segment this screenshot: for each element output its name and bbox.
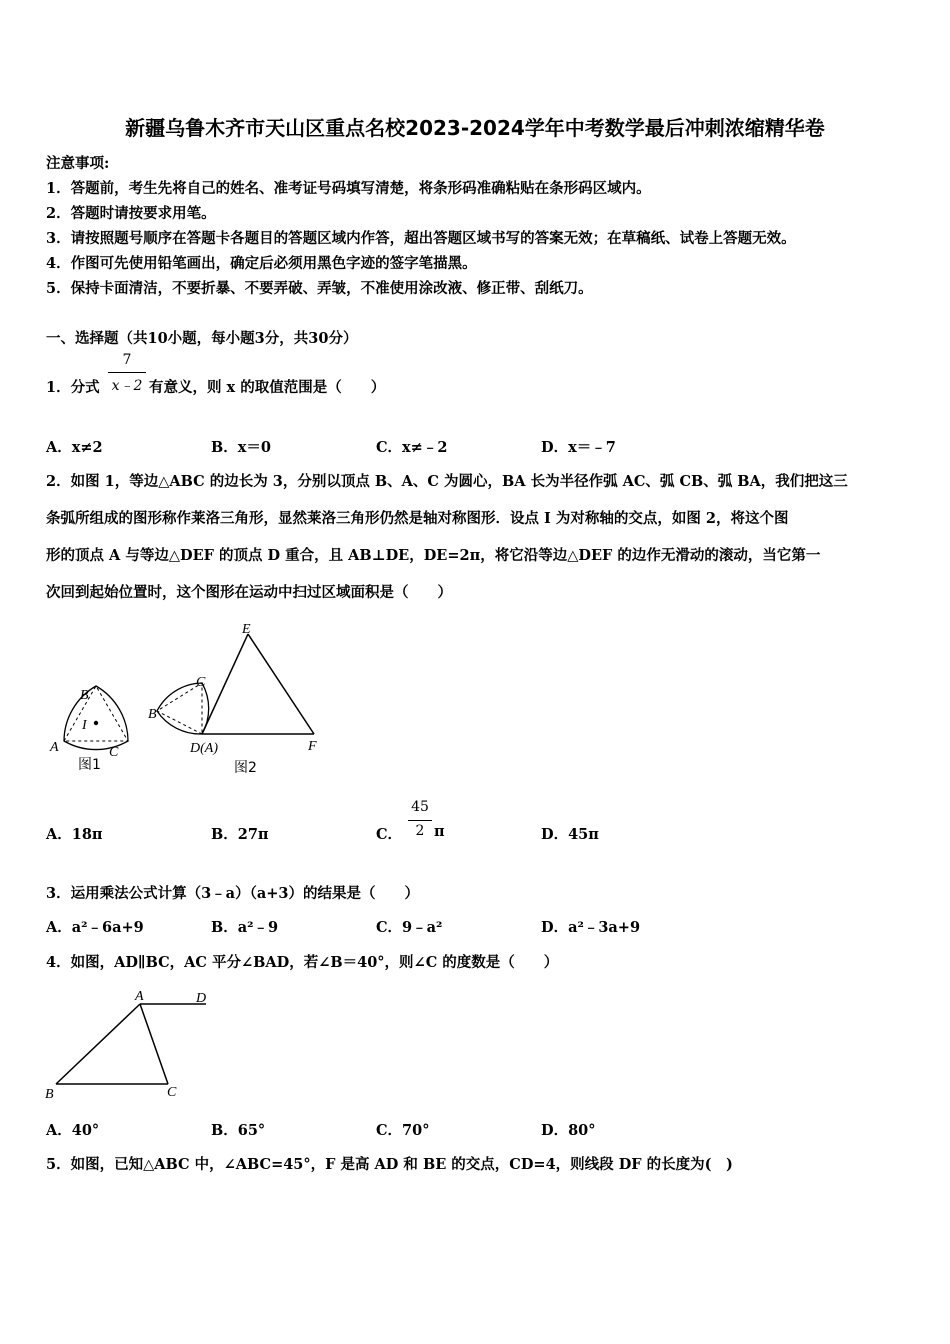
q2-figure (44, 616, 334, 778)
q4-option-d: D．80° (541, 1122, 596, 1139)
q2-option-d: D．45π (541, 826, 599, 843)
q2-line: 形的顶点 A 与等边△DEF 的顶点 D 重合，且 AB⊥DE，DE=2π，将它沿等边△DEF 的边作无滑动的滚动，当它第一 (46, 547, 821, 564)
q1-suffix: 有意义，则 x 的取值范围是（ ） (149, 379, 386, 396)
fig2-label-d: D(A) (190, 741, 218, 756)
q5-stem: 5．如图，已知△ABC 中，∠ABC=45°，F 是高 AD 和 BE 的交点，CD=4，则线段 DF 的长度为( ) (46, 1156, 733, 1173)
q4-option-b: B．65° (211, 1122, 266, 1139)
q4-option-a: A．40° (46, 1122, 100, 1139)
q1-prefix: 1．分式 (46, 379, 100, 396)
q1-fraction-bar (108, 372, 146, 373)
fig1-label-c: C (109, 745, 119, 760)
q4-option-c: C．70° (376, 1122, 430, 1139)
note-item: 2．答题时请按要求用笔。 (46, 205, 216, 222)
q1-option-a: A．x≠2 (46, 439, 103, 456)
q4-stem: 4．如图，AD∥BC，AC 平分∠BAD，若∠B＝40°，则∠C 的度数是（ ） (46, 954, 559, 971)
page-title: 新疆乌鲁木齐市天山区重点名校2023-2024学年中考数学最后冲刺浓缩精华卷 (125, 116, 825, 140)
notes-heading: 注意事项: (46, 155, 110, 172)
q2-option-c-numerator: 45 (411, 799, 429, 815)
q1-option-b: B．x＝0 (211, 439, 271, 456)
q1-numerator: 7 (122, 352, 132, 368)
q2-line: 次回到起始位置时，这个图形在运动中扫过区域面积是（ ） (46, 584, 452, 601)
q2-line: 条弧所组成的图形称作莱洛三角形，显然莱洛三角形仍然是轴对称图形．设点 I 为对称轴的交点，如图 2，将这个图 (46, 510, 789, 527)
q2-option-b: B．27π (211, 826, 269, 843)
q4-figure (40, 984, 220, 1102)
section-heading: 一、选择题（共10小题，每小题3分，共30分） (46, 330, 358, 347)
fig2-label-e: E (242, 622, 251, 637)
reuleaux-figure-1 (49, 686, 128, 773)
q2-option-c-prefix: C． (376, 826, 403, 843)
q3-option-c: C．9﹣a² (376, 919, 443, 936)
fig2-label-c: C (196, 675, 206, 690)
note-item: 4．作图可先使用铅笔画出，确定后必须用黑色字迹的签字笔描黑。 (46, 255, 477, 272)
fig2-caption: 图2 (234, 760, 257, 776)
fig1-label-a: A (50, 740, 59, 755)
q1-option-d: D．x＝﹣7 (541, 439, 616, 456)
q2-option-c: π (434, 823, 445, 840)
q3-option-b: B．a²﹣9 (211, 919, 279, 936)
q4-label-d: D (196, 991, 207, 1006)
note-item: 1．答题前，考生先将自己的姓名、准考证号码填写清楚，将条形码准确粘贴在条形码区域内。 (46, 180, 651, 197)
q3-stem: 3．运用乘法公式计算（3﹣a）（a+3）的结果是（ ） (46, 885, 419, 902)
fig1-caption: 图1 (78, 757, 101, 773)
q4-label-a: A (135, 989, 144, 1004)
q2-option-c-denominator: 2 (415, 823, 425, 839)
q1-option-c: C．x≠﹣2 (376, 439, 448, 456)
note-item: 3．请按照题号顺序在答题卡各题目的答题区域内作答，超出答题区域书写的答案无效；在草稿纸、试卷上答题无效。 (46, 230, 796, 247)
q4-label-b: B (45, 1087, 54, 1102)
fig2-label-b: B (148, 707, 157, 722)
q4-label-c: C (167, 1085, 177, 1100)
q3-option-d: D．a²﹣3a+9 (541, 919, 641, 936)
fig1-label-i: I (82, 718, 87, 733)
fig2-label-f: F (308, 739, 317, 754)
q1-denominator: x﹣2 (111, 378, 143, 394)
q3-option-a: A．a²﹣6a+9 (46, 919, 144, 936)
reuleaux-figure-2 (148, 622, 317, 776)
note-item: 5．保持卡面清洁，不要折暴、不要弄破、弄皱，不准使用涂改液、修正带、刮纸刀。 (46, 280, 593, 297)
q2-option-c-fraction-bar (408, 820, 432, 821)
fig1-label-b: B (80, 688, 89, 703)
q2-line: 2．如图 1，等边△ABC 的边长为 3，分别以顶点 B、A、C 为圆心，BA 长为半径作弧 AC、弧 CB、弧 BA，我们把这三 (46, 473, 848, 490)
q2-option-a: A．18π (46, 826, 103, 843)
